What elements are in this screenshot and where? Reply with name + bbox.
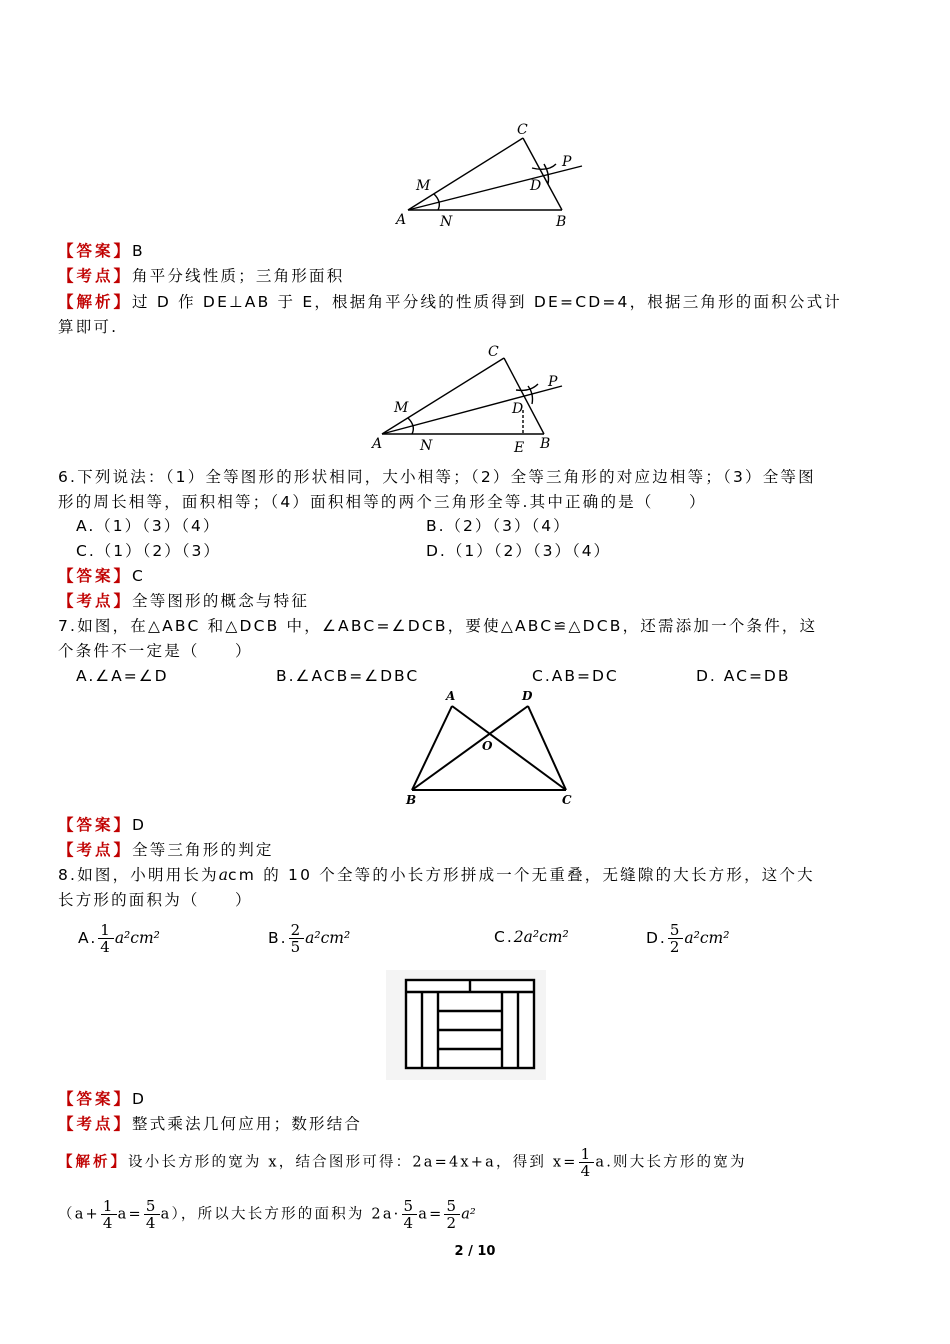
option-label: C. — [494, 928, 514, 946]
analysis-text: a= — [117, 1206, 143, 1223]
point-text: 全等三角形的判定 — [132, 841, 274, 859]
label-M: M — [416, 178, 431, 194]
q6-answer — [58, 565, 890, 587]
q5-analysis-line-1 — [58, 291, 890, 313]
fraction — [579, 1146, 595, 1179]
point-tag: 【考点】 — [58, 841, 133, 859]
q8-var-a: a — [218, 866, 229, 884]
option-expr: 2a²cm² — [513, 928, 569, 946]
answer-value: D — [132, 1090, 147, 1108]
option-expr: a²cm² — [305, 929, 351, 947]
q8-option-d — [646, 922, 729, 955]
analysis-tag: 【解析】 — [58, 293, 133, 311]
q7-option-a: A.∠A=∠D — [76, 667, 169, 685]
answer-tag: 【答案】 — [58, 567, 133, 585]
answer-tag: 【答案】 — [58, 1090, 133, 1108]
q5-point — [58, 265, 890, 287]
option-expr: a²cm² — [684, 929, 730, 947]
numerator: 1 — [100, 921, 112, 939]
numerator: 5 — [145, 1197, 158, 1215]
q8-stem-line-2: 长方形的面积为（ ） — [58, 891, 253, 909]
label-M: M — [394, 400, 409, 416]
label-C: C — [488, 344, 499, 360]
label-B: B — [406, 793, 417, 807]
q7-stem-line-2: 个条件不一定是（ ） — [58, 642, 253, 660]
q8-stem-start: 8.如图，小明用长为 — [58, 866, 219, 884]
analysis-expr: a² — [461, 1206, 476, 1223]
option-expr: a²cm² — [114, 929, 160, 947]
q8-analysis-line-1 — [58, 1146, 890, 1179]
denominator: 4 — [145, 1214, 158, 1232]
label-A: A — [372, 436, 383, 452]
numerator: 5 — [669, 921, 682, 939]
q6-stem-line-1: 6.下列说法：（1）全等图形的形状相同，大小相等；（2）全等三角形的对应边相等；（3）全等图 — [58, 468, 816, 486]
q6-option-b: B.（2）（3）（4） — [426, 517, 571, 535]
answer-value: D — [132, 816, 147, 834]
denominator: 4 — [102, 1214, 115, 1232]
fraction — [144, 1198, 160, 1231]
q7-option-c: C.AB=DC — [532, 667, 619, 685]
numerator: 5 — [403, 1197, 416, 1215]
point-tag: 【考点】 — [58, 592, 133, 610]
denominator: 2 — [669, 938, 682, 956]
option-label: A. — [78, 929, 98, 947]
answer-tag: 【答案】 — [58, 242, 133, 260]
q6-option-c: C.（1）（2）（3） — [76, 542, 221, 560]
answer-value: B — [132, 242, 145, 260]
q5-analysis-line-2: 算即可. — [58, 318, 119, 336]
analysis-text: （a+ — [58, 1206, 100, 1223]
label-D: D — [512, 401, 524, 417]
fraction — [101, 1198, 117, 1231]
fraction — [668, 922, 684, 955]
q8-stem-line-1 — [58, 864, 890, 886]
option-label: B. — [268, 929, 288, 947]
q6-option-d: D.（1）（2）（3）（4） — [426, 542, 612, 560]
q7-option-d: D. AC=DB — [696, 667, 791, 685]
analysis-text: a.则大长方形的宽为 — [595, 1154, 747, 1171]
denominator: 2 — [446, 1214, 459, 1232]
numerator: 1 — [580, 1145, 593, 1163]
figure-two-triangles — [400, 688, 590, 812]
analysis-text: a= — [418, 1206, 444, 1223]
q6-point — [58, 590, 890, 612]
analysis-tag: 【解析】 — [58, 1153, 128, 1171]
fraction — [98, 922, 114, 955]
label-A: A — [396, 212, 407, 228]
q8-answer — [58, 1088, 890, 1110]
label-N: N — [440, 214, 453, 230]
q6-option-a: A.（1）（3）（4） — [76, 517, 221, 535]
q7-point — [58, 839, 890, 861]
point-text: 全等图形的概念与特征 — [132, 592, 310, 610]
denominator: 4 — [403, 1214, 416, 1232]
point-tag: 【考点】 — [58, 1115, 133, 1133]
q8-option-a — [78, 922, 160, 955]
q5-answer — [58, 240, 890, 262]
page-number: 2 / 10 — [454, 1244, 496, 1259]
q7-answer — [58, 814, 890, 836]
label-A: A — [446, 689, 456, 703]
point-text: 角平分线性质；三角形面积 — [132, 267, 345, 285]
q8-analysis-line-2 — [58, 1198, 890, 1231]
analysis-text: 过 D 作 DE⊥AB 于 E，根据角平分线的性质得到 DE=CD=4，根据三角形的面积公式计 — [132, 293, 842, 311]
label-D: D — [530, 178, 542, 194]
figure-triangle-bisector-with-perpendicular — [368, 340, 578, 458]
denominator: 4 — [580, 1162, 593, 1180]
figure-rectangle-tiling — [386, 970, 546, 1080]
q8-stem-end: cm 的 10 个全等的小长方形拼成一个无重叠，无缝隙的大长方形，这个大 — [228, 866, 815, 884]
label-B: B — [556, 214, 567, 230]
label-D: D — [522, 689, 533, 703]
denominator: 4 — [100, 938, 112, 956]
label-E: E — [514, 440, 525, 456]
label-C: C — [517, 122, 528, 138]
answer-tag: 【答案】 — [58, 816, 133, 834]
fraction — [444, 1198, 460, 1231]
q8-point — [58, 1113, 890, 1135]
label-O: O — [482, 739, 493, 753]
q6-stem-line-2: 形的周长相等，面积相等；（4）面积相等的两个三角形全等.其中正确的是（ ） — [58, 493, 707, 511]
denominator: 5 — [290, 938, 303, 956]
fraction — [289, 922, 305, 955]
point-text: 整式乘法几何应用；数形结合 — [132, 1115, 363, 1133]
point-tag: 【考点】 — [58, 267, 133, 285]
numerator: 1 — [102, 1197, 115, 1215]
label-P: P — [562, 154, 572, 170]
label-B: B — [540, 436, 551, 452]
analysis-text: a），所以大长方形的面积为 2a· — [160, 1206, 401, 1223]
fraction — [402, 1198, 418, 1231]
q8-option-b — [268, 922, 350, 955]
option-label: D. — [646, 929, 667, 947]
label-P: P — [548, 374, 558, 390]
answer-value: C — [132, 567, 146, 585]
figure-triangle-bisector — [390, 118, 600, 236]
label-N: N — [420, 438, 433, 454]
q7-option-b: B.∠ACB=∠DBC — [276, 667, 420, 685]
q7-stem-line-1: 7.如图，在△ABC 和△DCB 中，∠ABC=∠DCB，要使△ABC≌△DCB，还需添加一个条件，这 — [58, 617, 818, 635]
q8-option-c — [494, 926, 569, 948]
numerator: 2 — [290, 921, 303, 939]
label-C: C — [562, 793, 572, 807]
numerator: 5 — [446, 1197, 459, 1215]
analysis-text: 设小长方形的宽为 x，结合图形可得：2a=4x+a，得到 x= — [128, 1154, 578, 1171]
